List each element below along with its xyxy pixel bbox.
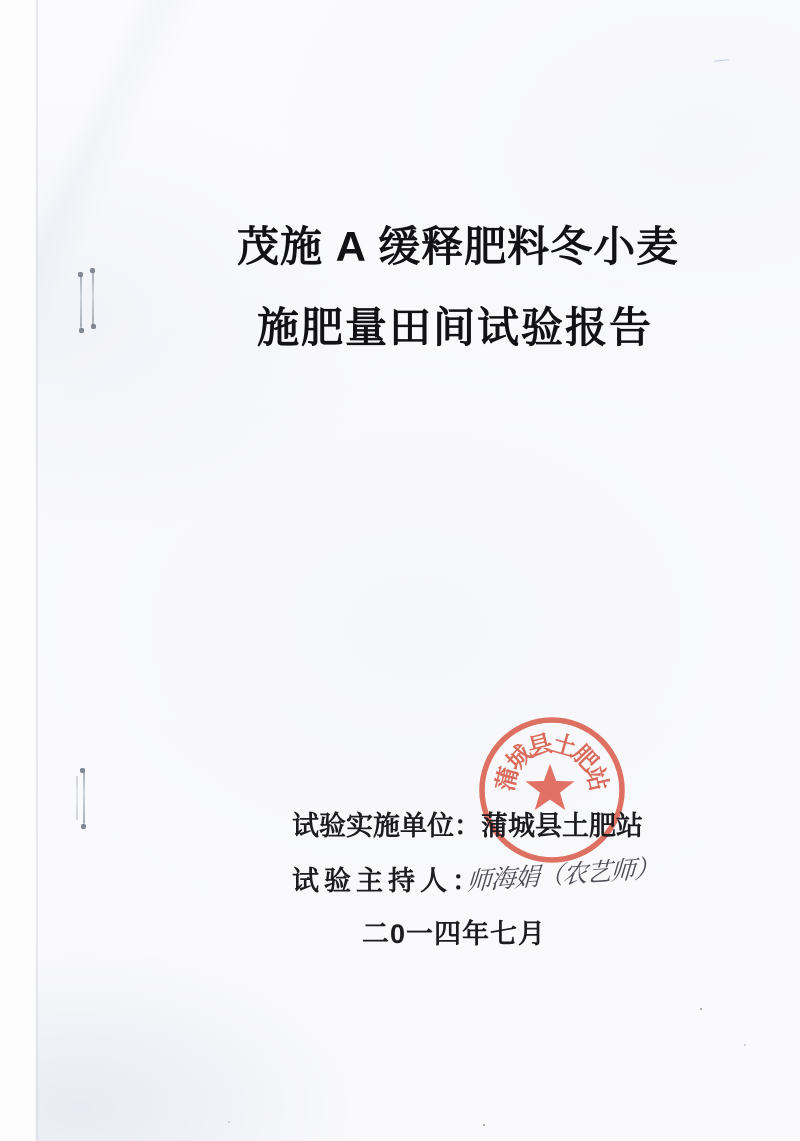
implementing-unit-label: 试验实施单位： (292, 811, 481, 841)
scan-speck (483, 1124, 485, 1126)
scan-artifact-line (714, 59, 729, 62)
report-title-line2: 施肥量田间试验报告 (257, 304, 654, 351)
staple-leg (83, 772, 85, 824)
seal-char: 土 (548, 729, 580, 763)
scanner-edge-strip (0, 0, 38, 1141)
staple-end (91, 324, 96, 329)
handwritten-signature: 师海娟（农艺师） (466, 854, 660, 896)
seal-char: 肥 (566, 740, 603, 777)
implementing-unit-line (292, 813, 643, 840)
seal-graphic (472, 710, 632, 870)
staple-leg (92, 272, 94, 326)
seal-char: 城 (501, 740, 538, 777)
scan-speck (228, 1121, 230, 1123)
staple-end (79, 328, 84, 333)
seal-char: 蒲 (491, 764, 524, 794)
scan-speck (700, 1008, 702, 1010)
report-date: 二0一四年七月 (362, 919, 547, 949)
staple-leg (76, 776, 78, 820)
implementing-unit-value: 蒲城县土肥站 (481, 811, 643, 841)
seal-star-icon (526, 764, 575, 810)
staple-leg (80, 276, 82, 328)
staple-mark-top (76, 268, 100, 338)
staple-end (90, 268, 95, 273)
scan-speck (744, 1044, 746, 1046)
staple-end (80, 768, 85, 773)
staple-end (78, 272, 83, 277)
seal-char: 县 (525, 729, 556, 763)
official-seal (472, 710, 632, 870)
report-title-line1: 茂施 A 缓释肥料冬小麦 (237, 223, 680, 270)
staple-end (81, 824, 86, 829)
host-label: 试验主持人： (292, 866, 484, 896)
staple-mark-bottom (72, 766, 96, 836)
seal-char: 站 (580, 764, 613, 794)
